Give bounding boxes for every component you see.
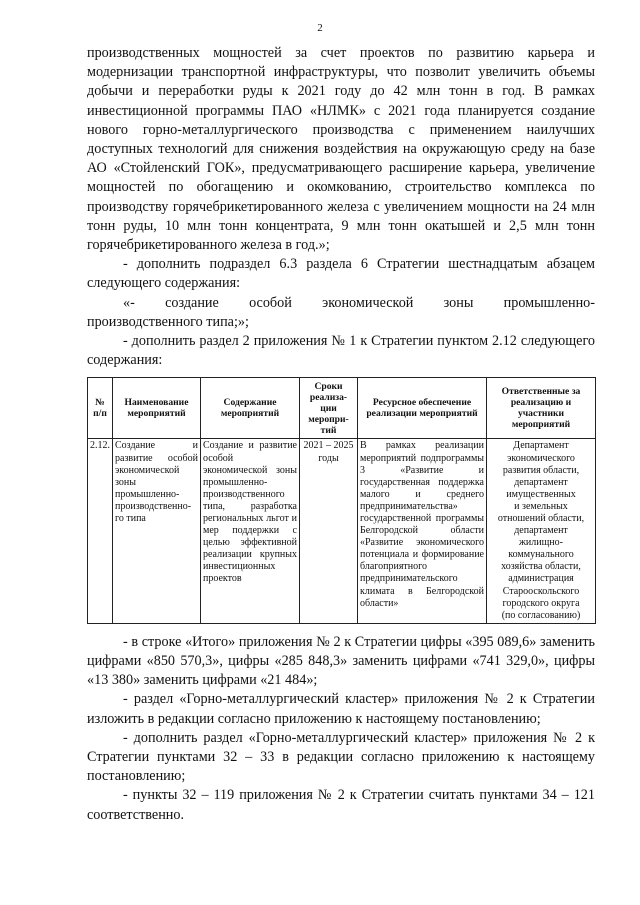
page-number: 2 (317, 22, 323, 34)
responsible-line: городского округа (502, 597, 580, 609)
cell-responsible (487, 439, 596, 623)
paragraph-renumber: - пункты 32 – 119 приложения № 2 к Стратегии считать пунктами 34 – 121 соответственно. (87, 787, 595, 823)
paragraph-gok: производственных мощностей за счет проектов по развитию карьера и модернизации транспортной инфраструктуры, что позволит увеличить объемы добычи и переработки руды к 2021 году до 42 млн тонн в год. В рамках инвестиционной программы ПАО «НЛМК» с 2021 года планируется создание нового горно-металлургического производства с применением наилучших доступных технологий для снижения воздействия на окружающую среду на базе АО «Стойленский ГОК», предусматривающего расширение карьера, увеличение мощностей по обогащению и окомкованию, строительство комплекса по производству горячебрикетированного железа с увеличением мощности на 24 млн тонн руды, 10 млн тонн концентрата, 9 млн тонн окатышей и 2,5 млн тонн горячебрикетированного железа в год.»; (87, 45, 595, 254)
paragraph-add-subsection: - дополнить подраздел 6.3 раздела 6 Стратегии шестнадцатым абзацем следующего содержания: (87, 256, 595, 292)
table-header-row (88, 378, 596, 439)
measures-table (87, 377, 596, 623)
responsible-line: хозяйства области, (501, 561, 581, 573)
document-body (87, 44, 595, 825)
header-resources: Ресурсное обеспечение реализации мероприятий (358, 378, 487, 439)
header-name: Наименование мероприятий (113, 378, 201, 439)
responsible-line: экономического (507, 452, 575, 464)
responsible-line: департамент (514, 476, 568, 488)
responsible-line: Старооскольского (502, 585, 580, 597)
header-term: Сроки реализа-ции меропри-тий (300, 378, 358, 439)
paragraph-quote-line-1: «- создание особой экономической зоны промышленно- (123, 294, 595, 311)
paragraph-section-redaction: - раздел «Горно-металлургический кластер» приложения № 2 к Стратегии изложить в редакции согласно приложению к настоящему постановлению; (87, 691, 595, 727)
paragraph-quote-line-2: производственного типа;»; (87, 313, 249, 330)
cell-name: Создание и развитие особой экономической зоны промышленно-производственно-го типа (113, 439, 201, 623)
responsible-line: развития области, (502, 464, 580, 476)
responsible-line: администрация (508, 573, 574, 585)
header-num: № п/п (88, 378, 113, 439)
responsible-line: (по согласованию) (501, 609, 581, 621)
table-row (88, 439, 596, 623)
responsible-line: и земельных (514, 500, 568, 512)
responsible-line: Департамент (513, 440, 569, 452)
cell-content: Создание и развитие особой экономической зоны промышленно-производственного типа, разработка региональных льгот и мер поддержки с целью эффективной реализации крупных инвестиционных проектов (201, 439, 300, 623)
responsible-line: отношений области, (497, 513, 585, 525)
responsible-line: имущественных (506, 488, 576, 500)
paragraph-itogo: - в строке «Итого» приложения № 2 к Стратегии цифры «395 089,6» заменить цифрами «850 570,3», цифры «285 848,3» заменить цифрами «741 329,0», цифры «13 380» заменить цифрами «21 484»; (87, 633, 595, 689)
header-responsible: Ответственные за реализацию и участники мероприятий (487, 378, 596, 439)
paragraph-add-items-32-33: - дополнить раздел «Горно-металлургический кластер» приложения № 2 к Стратегии пунктами 32 – 33 в редакции согласно приложению к настоящему постановлению; (87, 729, 595, 785)
cell-term: 2021 – 2025 годы (300, 439, 358, 623)
responsible-line: коммунального (508, 549, 574, 561)
cell-resources: В рамках реализации мероприятий подпрограммы 3 «Развитие и государственная поддержка малого и среднего предпринимательства» государственной программы Белгородской области «Развитие экономического потенциала и формирование благоприятного предпринимательского климата в Белгородской области» (358, 439, 487, 623)
header-content: Содержание мероприятий (201, 378, 300, 439)
cell-num: 2.12. (88, 439, 113, 623)
paragraph-add-item: - дополнить раздел 2 приложения № 1 к Стратегии пунктом 2.12 следующего содержания: (87, 333, 595, 369)
responsible-line: департамент (514, 525, 568, 537)
responsible-line: жилищно- (519, 537, 563, 549)
